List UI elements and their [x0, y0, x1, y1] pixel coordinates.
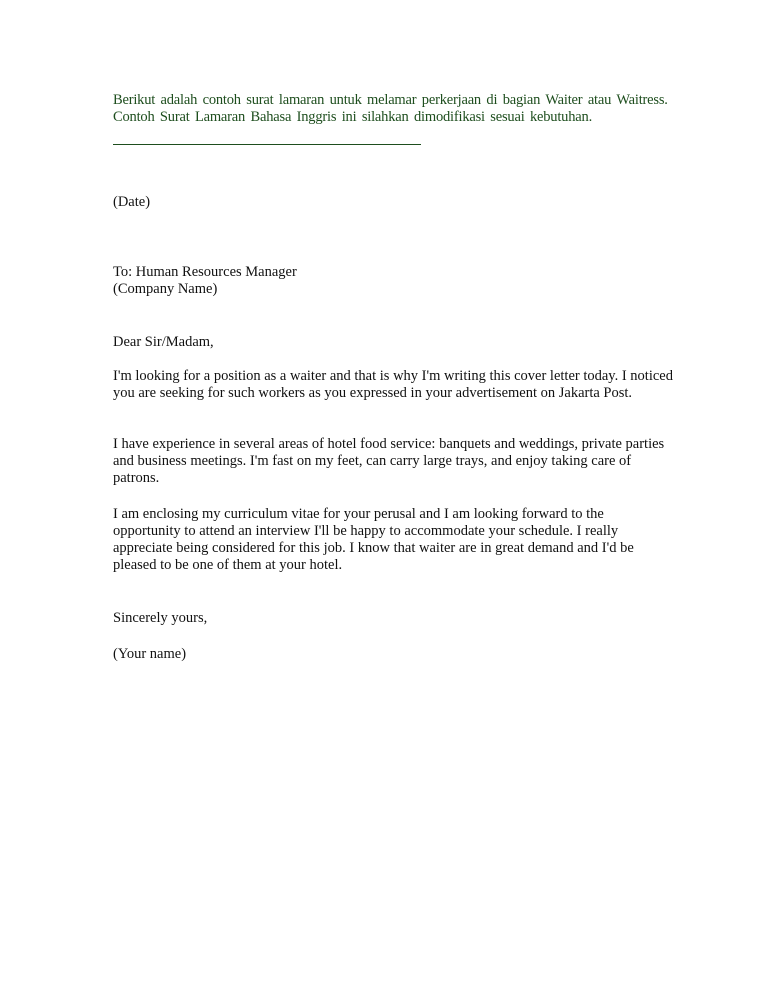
- body-paragraph-3: I am enclosing my curriculum vitae for your perusal and I am looking forward to the opportunity to attend an interview I'll be happy to accommodate your schedule. I really appreciate being considered for this job. I know that waiter are in great demand and I'd be pleased to be one of them at your hotel.: [113, 506, 634, 573]
- recipient-title: To: Human Resources Manager: [113, 264, 297, 280]
- salutation: Dear Sir/Madam,: [113, 334, 214, 350]
- intro-text: Berikut adalah contoh surat lamaran untuk melamar perkerjaan di bagian Waiter atau Waitress. Contoh Surat Lamaran Bahasa Inggris ini silahkan dimodifikasi sesuai kebutuhan.: [113, 92, 668, 125]
- separator-rule: [113, 144, 421, 145]
- recipient-company: (Company Name): [113, 281, 218, 297]
- date-line: (Date): [113, 194, 151, 210]
- body-paragraph-1: I'm looking for a position as a waiter and that is why I'm writing this cover letter today. I noticed you are seeking for such workers as you expressed in your advertisement on Jakarta Post.: [113, 368, 673, 401]
- intro-note: [113, 92, 673, 126]
- body-paragraph-2: I have experience in several areas of hotel food service: banquets and weddings, private parties and business meetings. I'm fast on my feet, can carry large trays, and enjoy taking care of patrons.: [113, 436, 665, 486]
- recipient-block: [113, 264, 673, 298]
- signature-line: (Your name): [113, 646, 187, 662]
- closing-line: Sincerely yours,: [113, 610, 208, 626]
